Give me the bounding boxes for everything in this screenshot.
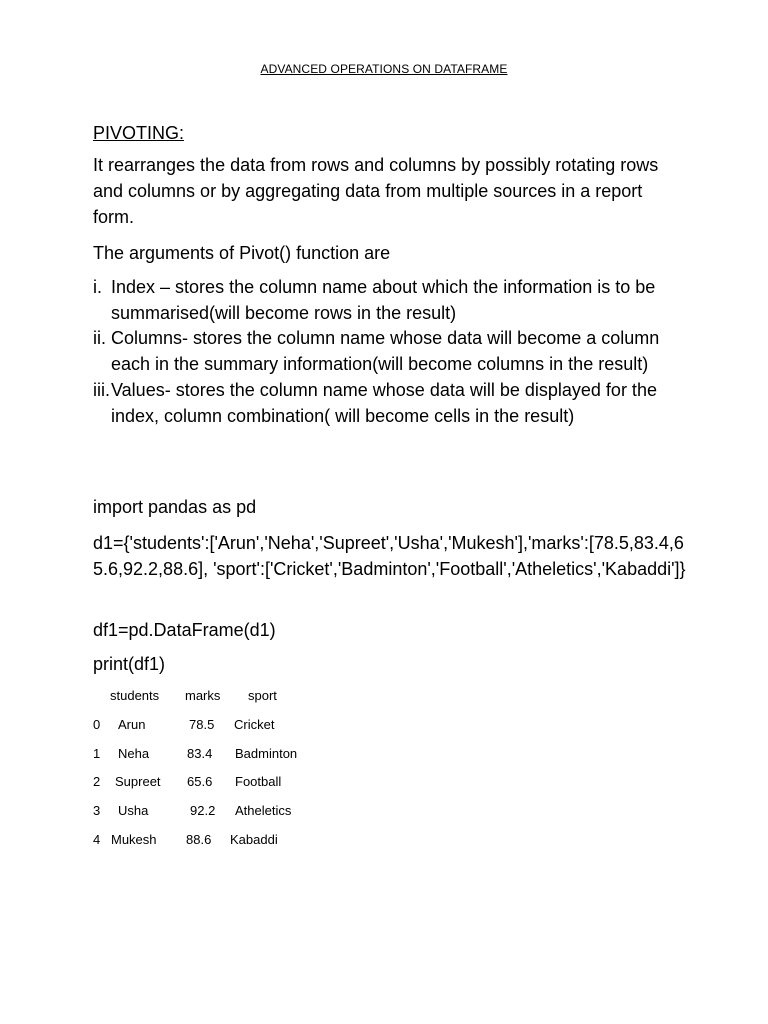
- table-row: [93, 742, 353, 771]
- table-header-row: [93, 684, 353, 713]
- paragraph-arguments-intro: The arguments of Pivot() function are: [93, 243, 391, 263]
- code-line-dict: d1={'students':['Arun','Neha','Supreet','Usha','Mukesh'],'marks':[78.5,83.4,65.6,92.2,88.6], 'sport':['Cricket','Badminton','Football','Atheletics','Kabaddi']}: [93, 533, 686, 579]
- code-line-import: import pandas as pd: [93, 497, 257, 517]
- cell-marks: 83.4: [187, 745, 213, 761]
- row-index: 4: [93, 831, 101, 847]
- list-item: [93, 378, 683, 429]
- list-item: [93, 275, 683, 326]
- list-item-number: ii.: [93, 328, 106, 349]
- table-row: [93, 713, 353, 742]
- cell-marks: 78.5: [189, 716, 215, 732]
- cell-students: Neha: [118, 745, 150, 761]
- row-index: 0: [93, 716, 101, 732]
- cell-marks: 88.6: [186, 831, 212, 847]
- code-line-dataframe: df1=pd.DataFrame(d1): [93, 620, 276, 640]
- cell-sport: Kabaddi: [230, 831, 278, 847]
- table-row: [93, 770, 353, 799]
- column-header-marks: marks: [185, 688, 221, 703]
- cell-marks: 65.6: [187, 774, 213, 790]
- code-line-print: print(df1): [93, 654, 166, 674]
- list-item-text: Index – stores the column name about which the information is to be summarised(will become rows in the result): [111, 277, 656, 323]
- table-row: [93, 799, 353, 828]
- cell-marks: 92.2: [190, 803, 216, 819]
- cell-sport: Cricket: [234, 716, 275, 732]
- document-title: ADVANCED OPERATIONS ON DATAFRAME: [260, 62, 508, 76]
- cell-sport: Football: [235, 774, 282, 790]
- cell-students: Mukesh: [111, 831, 157, 847]
- row-index: 3: [93, 803, 101, 819]
- cell-students: Usha: [118, 803, 149, 819]
- list-item-text: Values- stores the column name whose data will be displayed for the index, column combination( will become cells in the result): [111, 379, 657, 426]
- output-table: [93, 684, 353, 857]
- row-index: 1: [93, 745, 101, 761]
- list-item-number: i.: [93, 277, 102, 297]
- list-item: [93, 326, 683, 377]
- column-header-students: students: [110, 688, 160, 703]
- row-index: 2: [93, 774, 101, 790]
- list-item-number: iii.: [93, 379, 110, 400]
- section-heading: PIVOTING:: [93, 123, 185, 143]
- paragraph-definition: It rearranges the data from rows and columns by possibly rotating rows and columns or by aggregating data from multiple sources in a report form.: [93, 155, 659, 227]
- cell-students: Arun: [118, 716, 146, 732]
- cell-students: Supreet: [115, 774, 161, 790]
- table-row: [93, 828, 353, 857]
- cell-sport: Atheletics: [235, 803, 292, 819]
- arguments-list: [93, 275, 683, 429]
- column-header-sport: sport: [248, 688, 277, 703]
- cell-sport: Badminton: [235, 745, 298, 761]
- list-item-text: Columns- stores the column name whose data will become a column each in the summary information(will become columns in the result): [111, 328, 660, 375]
